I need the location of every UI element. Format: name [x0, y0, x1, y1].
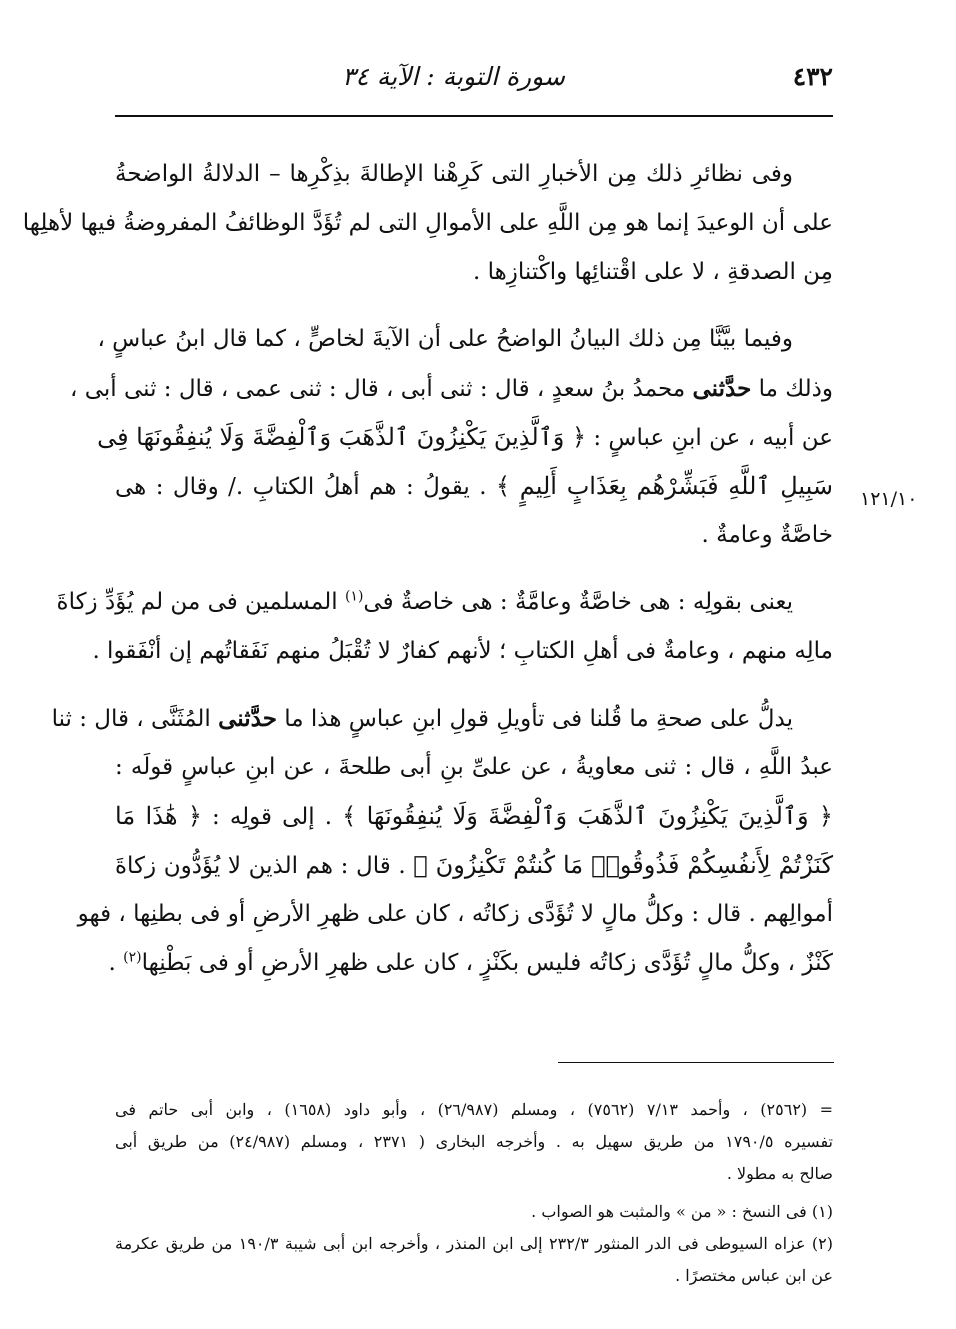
quran-verse: ﴿ وَٱلَّذِينَ يَكْنِزُونَ ٱلذَّهَبَ وَٱلْفِضَّةَ وَلَا يُنفِقُونَهَا ﴾: [342, 802, 833, 830]
footnote-line: تفسيره ١٧٩٠/٥ من طريق سهيل به . وأخرجه البخارى ( ٢٣٧١ ، ومسلم (٢٤/٩٨٧) من طريق أبى: [115, 1132, 833, 1151]
quran-verse: سَبِيلِ ٱللَّهِ فَبَشِّرْهُم بِعَذَابٍ أَلِيمٍ ﴾: [495, 472, 833, 500]
text-span: كَنْزٌ ، وكلُّ مالٍ تُؤَدَّى زكاتُه فليس بكَنْزٍ ، كان على ظهرِ الأرضِ أو فى بَطْنِها: [141, 950, 833, 976]
text-line: [115, 462, 833, 511]
footnote-line: عن ابن عباس مختصرًا .: [675, 1266, 833, 1285]
paragraph-gap: [115, 560, 833, 578]
text-line: [115, 841, 833, 890]
footnote-line: صالح به مطولا .: [726, 1164, 833, 1183]
text-line: [51, 694, 833, 743]
text-span: المسلمين فى من لم يُؤَدِّ زكاةَ: [56, 589, 338, 615]
text-line: [69, 364, 833, 413]
text-span: محمدُ بنُ سعدٍ ، قال : ثنى أبى ، قال : ثنى عمى ، قال : ثنى أبى ،: [69, 376, 686, 402]
text-span: . إلى قولِه :: [212, 804, 333, 830]
text-span: المُثَنَّى ، قال : ثنا: [51, 706, 211, 732]
text-span: . قال : هم الذين لا يُؤَدُّون زكاةَ: [115, 853, 406, 879]
main-text: [22, 150, 834, 988]
text-span: يدلُّ على صحةِ ما قُلنا فى تأويلِ قولِ ابنِ عباسٍ هذا ما: [284, 706, 793, 732]
text-line: خاصَّةٌ وعامةٌ .: [701, 522, 833, 548]
text-span: وذلك ما: [758, 376, 833, 402]
quran-verse: ﴿ هَٰذَا مَا: [115, 802, 202, 830]
narration-term: حدَّثنى: [218, 705, 277, 732]
text-span: .: [108, 950, 116, 976]
text-span: يعنى بقولِه : هى خاصَّةٌ وعامَّةٌ : هى خاصةٌ فى: [363, 589, 793, 615]
narration-term: حدَّثنى: [692, 375, 752, 402]
text-span: عن أبيه ، عن ابنِ عباسٍ :: [593, 425, 833, 451]
text-line: [115, 792, 833, 841]
running-title: سورة التوبة : الآية ٣٤: [341, 62, 565, 91]
text-line: عبدُ اللَّهِ ، قال : ثنى معاويةُ ، عن علىِّ بنِ أبى طلحةَ ، عن ابنِ عباسٍ قولَه :: [115, 754, 833, 780]
text-line: [56, 578, 833, 627]
text-span: . يقولُ : هم أهلُ الكتابِ ./ وقال : هى: [115, 474, 487, 500]
footnote-marker: (١): [344, 588, 364, 605]
text-line: وفى نظائرِ ذلك مِن الأخبارِ التى كَرِهْنا الإطالةَ بذِكْرِها – الدلالةُ الواضحةُ: [115, 161, 793, 187]
text-line: أموالِهم . قال : وكلُّ مالٍ لا تُؤَدَّى زكاتُه ، كان على ظهرِ الأرضِ أو فى بطنِها ، فهو: [77, 901, 833, 927]
page-header: [115, 62, 833, 102]
paragraph-gap: [115, 676, 833, 694]
footnote-1: (١) فى النسخ : « من » والمثبت هو الصواب .: [531, 1202, 833, 1221]
quran-verse: كَنَزْتُمْ لِأَنفُسِكُمْ فَذُوقُوا۟ مَا كُنتُمْ تَكْنِزُونَ ﴾: [413, 851, 834, 879]
text-line: على أن الوعيدَ إنما هو مِن اللَّهِ على الأموالِ التى لم تُؤَدَّ الوظائفُ المفروضةُ فيها لأهلِها: [22, 210, 833, 236]
header-rule: [115, 115, 833, 117]
footnotes: [115, 1094, 833, 1292]
text-line: مالِه منهم ، وعامةٌ فى أهلِ الكتابِ ؛ لأنهم كفارٌ لا تُقْبَلُ منهم نَفَقاتُهم إن أنْفَقوا .: [92, 638, 833, 664]
footnote-line: = (٢٥٦٢) ، وأحمد ٧/١٣ (٧٥٦٢) ، ومسلم (٢٦/٩٨٧) ، وأبو داود (١٦٥٨) ، وابن أبى حاتم فى: [115, 1100, 834, 1119]
quran-verse: ﴿ وَٱلَّذِينَ يَكْنِزُونَ ٱلذَّهَبَ وَٱلْفِضَّةَ وَلَا يُنفِقُونَهَا فِى: [97, 423, 587, 451]
text-line: وفيما بيَّنَّا مِن ذلك البيانُ الواضحُ على أن الآيةَ لخاصٍّ ، كما قال ابنُ عباسٍ ،: [97, 326, 793, 352]
footnote-marker: (٢): [123, 949, 142, 966]
page-number: ٤٣٢: [792, 62, 833, 91]
text-line: [97, 413, 833, 462]
footnote-2: (٢) عزاه السيوطى فى الدر المنثور ٢٣٢/٣ إلى ابن المنذر ، وأخرجه ابن أبى شيبة ١٩٠/٣ من طريق عكرمة: [115, 1234, 833, 1253]
footnote-rule: [558, 1062, 834, 1063]
text-line: مِن الصدقةِ ، لا على اقْتنائِها واكْتنازِها .: [473, 259, 833, 285]
margin-volume-page-note: ١٢١/١٠: [860, 488, 918, 510]
paragraph-gap: [115, 297, 833, 315]
text-line: [108, 939, 833, 988]
